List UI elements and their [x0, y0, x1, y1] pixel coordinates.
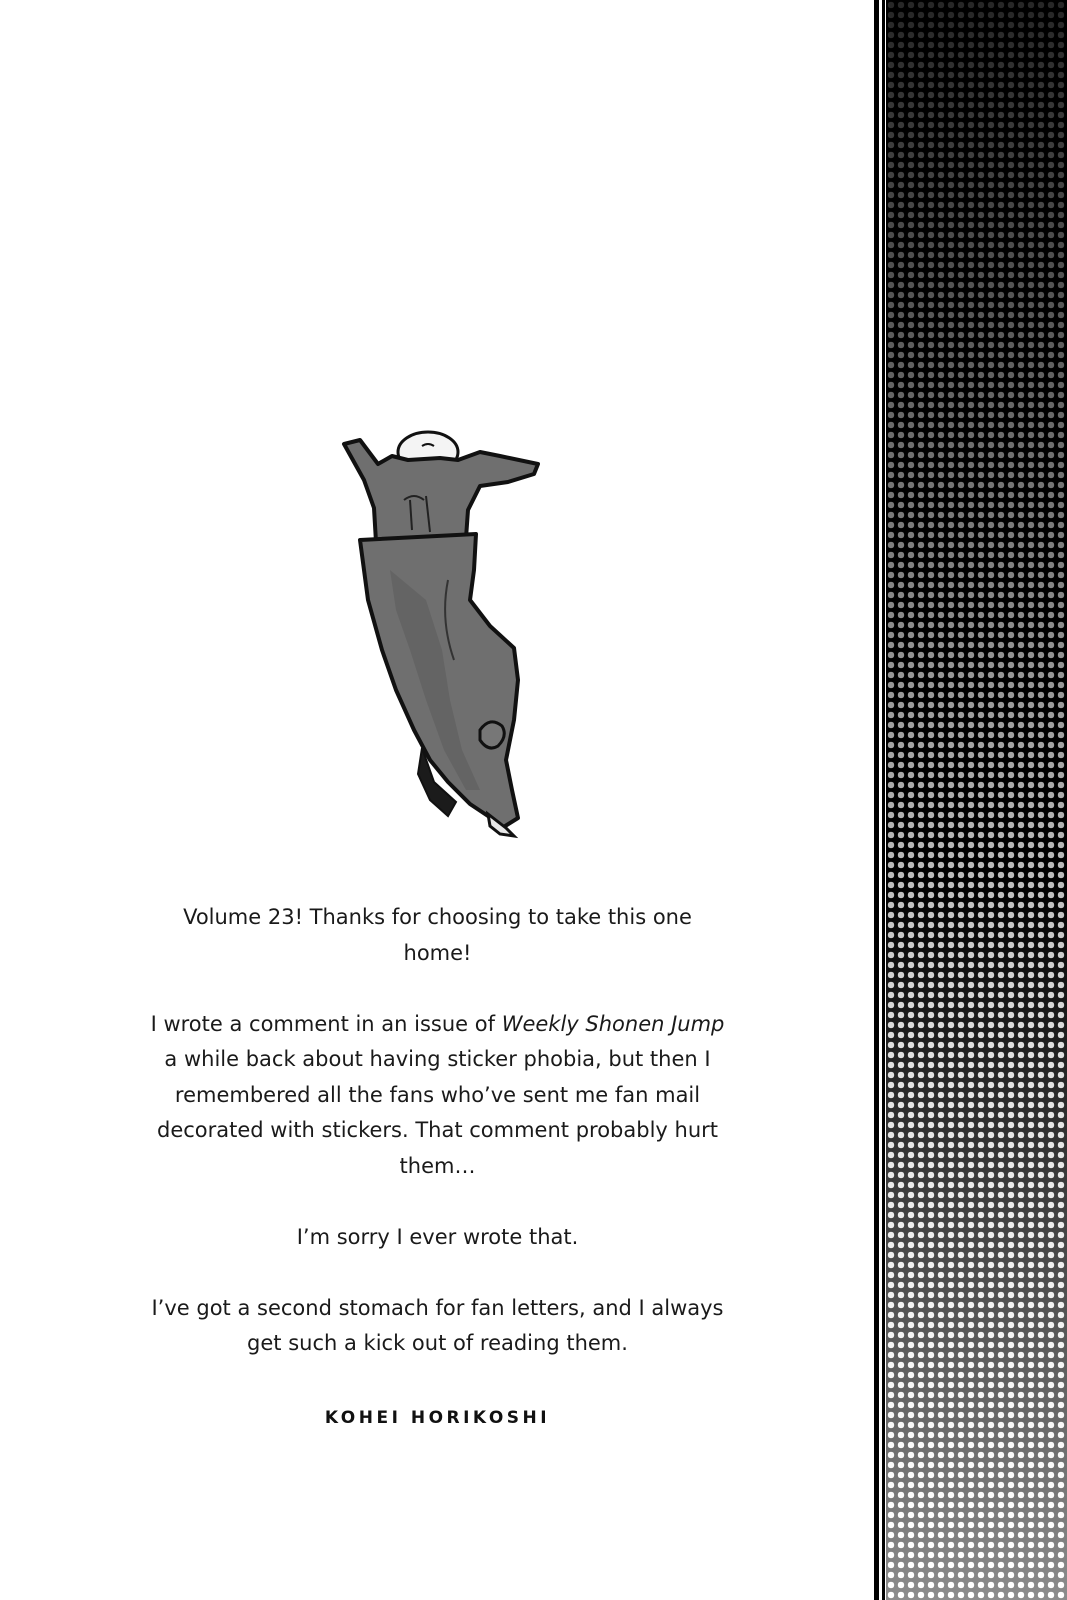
comment-paragraph [150, 900, 725, 971]
author-name: KOHEI HORIKOSHI [324, 1408, 551, 1428]
author-comment-text [150, 900, 725, 1362]
comment-paragraph [150, 1007, 725, 1185]
comment-paragraph [150, 1291, 725, 1362]
page-border-lines [874, 0, 886, 1600]
halftone-strip [886, 0, 1067, 1600]
italic-title: Weekly Shonen Jump [501, 1011, 725, 1036]
comment-paragraph [150, 1220, 725, 1256]
comment-text-run: Volume 23! Thanks for choosing to take this one home! [183, 905, 692, 965]
border-line-outer [874, 0, 879, 1600]
halftone-gradient [886, 0, 1067, 1600]
border-line-inner [882, 0, 885, 1600]
thumb [480, 722, 504, 748]
comment-text-run: I’ve got a second stomach for fan letters, and I always get such a kick out of reading them. [151, 1295, 724, 1355]
comment-text-run: I’m sorry I ever wrote that. [296, 1224, 579, 1249]
comment-text-run: a while back about having sticker phobia, but then I remembered all the fans who’ve sent me fan mail decorated with stickers. That comment probably hurt them… [156, 1047, 718, 1178]
comment-text-run: I wrote a comment in an issue of [150, 1011, 502, 1036]
floating-costume-illustration [330, 430, 560, 850]
